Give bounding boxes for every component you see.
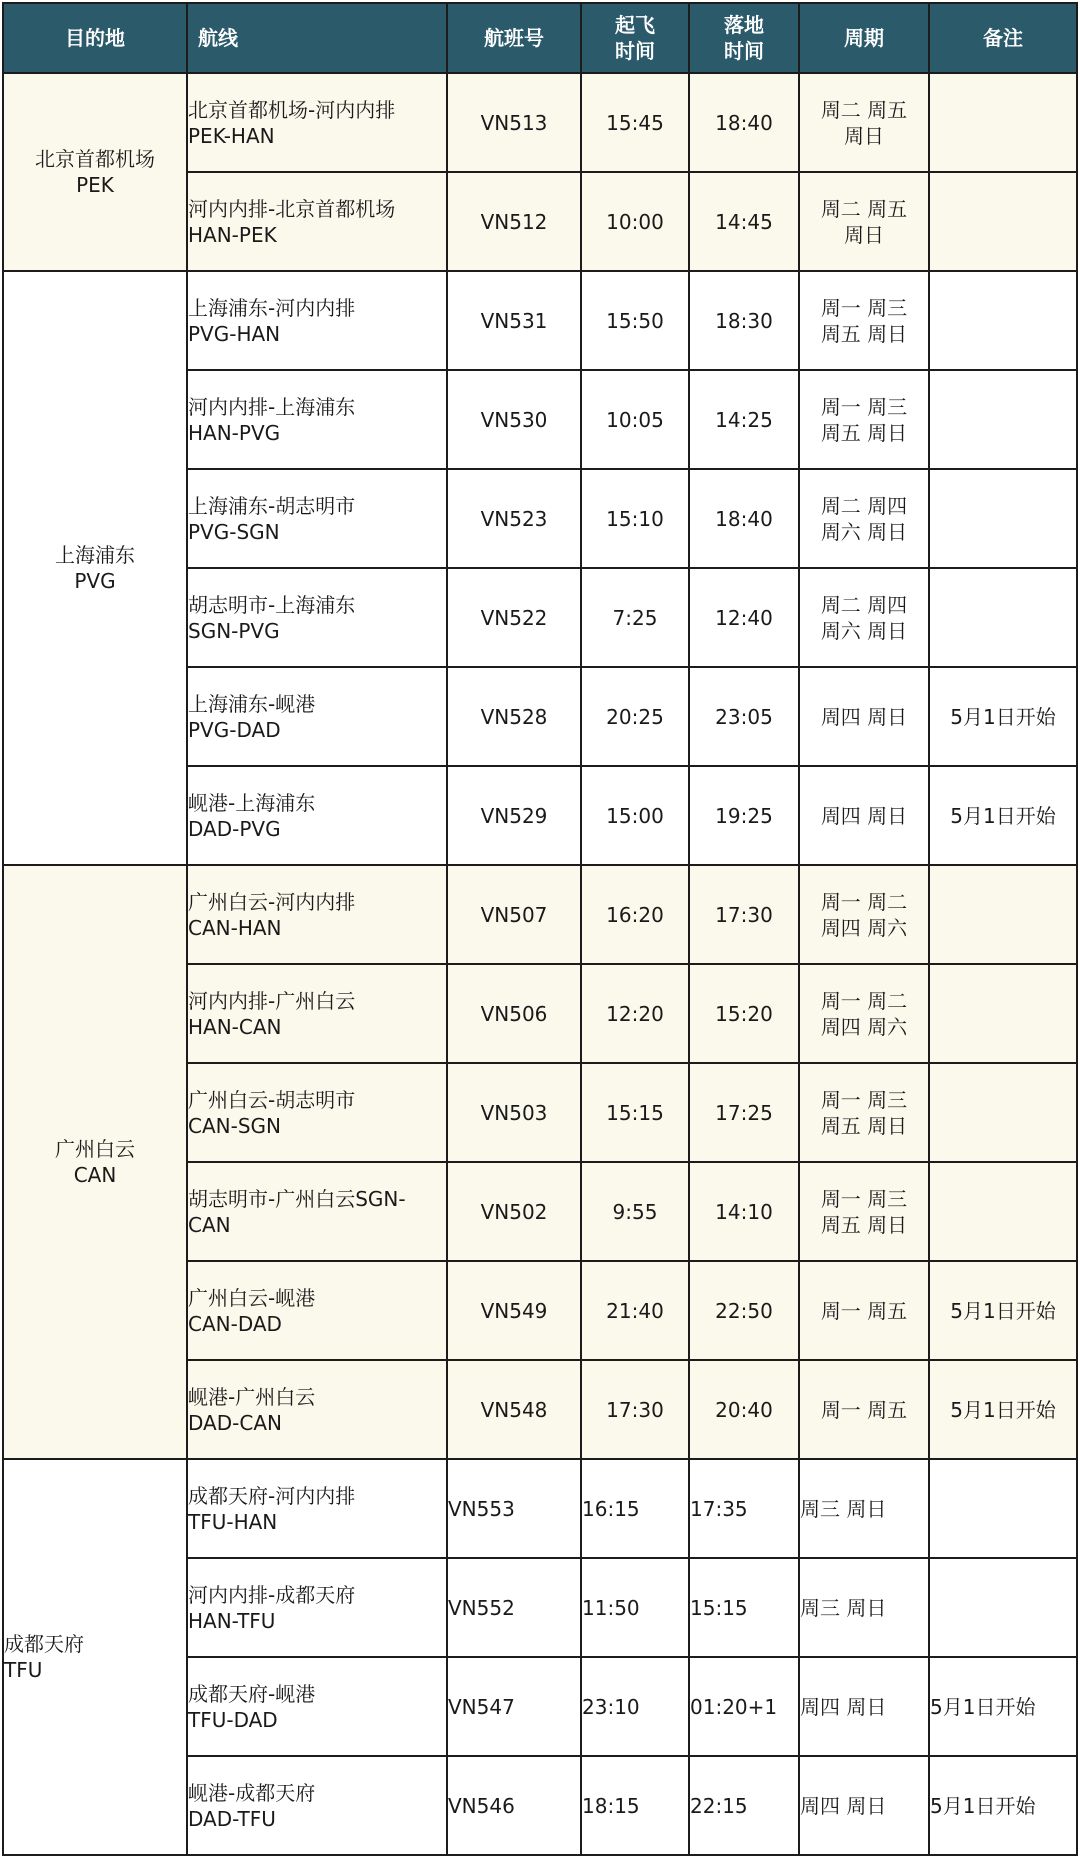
arrival-cell: 15:15 xyxy=(689,1558,799,1657)
header-arrival-line2: 时间 xyxy=(724,39,764,63)
departure-cell: 10:00 xyxy=(581,172,689,271)
header-days: 周期 xyxy=(799,3,929,73)
remark-cell: 5月1日开始 xyxy=(929,1261,1077,1360)
departure-cell: 12:20 xyxy=(581,964,689,1063)
header-route: 航线 xyxy=(187,3,447,73)
route-code: HAN-PVG xyxy=(188,420,281,445)
arrival-cell: 14:25 xyxy=(689,370,799,469)
departure-cell: 20:25 xyxy=(581,667,689,766)
days-line1: 周二 周四 xyxy=(820,592,908,617)
days-cell xyxy=(799,964,929,1063)
days-line2: 周五 周日 xyxy=(820,1212,908,1237)
days-line2: 周六 周日 xyxy=(820,519,908,544)
route-code: CAN-HAN xyxy=(188,915,282,940)
remark-cell xyxy=(929,1162,1077,1261)
arrival-cell: 15:20 xyxy=(689,964,799,1063)
days-line2: 周五 周日 xyxy=(820,1113,908,1138)
flight-no-cell: VN549 xyxy=(447,1261,581,1360)
days-line1: 周一 周三 xyxy=(820,1186,908,1211)
route-code: CAN xyxy=(188,1212,231,1237)
days-line1: 周一 周三 xyxy=(820,394,908,419)
route-cn: 广州白云-岘港 xyxy=(188,1285,316,1310)
days-cell xyxy=(799,865,929,964)
route-cell xyxy=(187,766,447,865)
destination-cell-tfu xyxy=(3,1459,187,1855)
remark-cell: 5月1日开始 xyxy=(929,1360,1077,1459)
departure-cell: 15:50 xyxy=(581,271,689,370)
destination-cell-pvg xyxy=(3,271,187,865)
days-line2: 周四 周六 xyxy=(820,915,908,940)
arrival-cell: 20:40 xyxy=(689,1360,799,1459)
remark-cell: 5月1日开始 xyxy=(929,667,1077,766)
header-departure-line1: 起飞 xyxy=(615,13,655,37)
departure-cell: 21:40 xyxy=(581,1261,689,1360)
remark-cell: 5月1日开始 xyxy=(929,766,1077,865)
departure-cell: 7:25 xyxy=(581,568,689,667)
arrival-cell: 18:40 xyxy=(689,469,799,568)
days-line1: 周二 周五 xyxy=(820,196,908,221)
route-cn: 岘港-成都天府 xyxy=(188,1780,316,1805)
route-cell xyxy=(187,1459,447,1558)
remark-cell xyxy=(929,1063,1077,1162)
route-code: DAD-TFU xyxy=(188,1806,276,1831)
destination-code: CAN xyxy=(73,1163,117,1187)
arrival-cell: 17:30 xyxy=(689,865,799,964)
route-cn: 河内内排-广州白云 xyxy=(188,988,356,1013)
departure-cell: 10:05 xyxy=(581,370,689,469)
destination-cell-can xyxy=(3,865,187,1459)
remark-cell: 5月1日开始 xyxy=(929,1756,1077,1855)
destination-code: TFU xyxy=(4,1658,43,1682)
header-row xyxy=(3,3,1077,73)
flight-no-cell: VN529 xyxy=(447,766,581,865)
departure-cell: 9:55 xyxy=(581,1162,689,1261)
route-cell xyxy=(187,667,447,766)
header-arrival-line1: 落地 xyxy=(724,13,764,37)
route-code: PVG-HAN xyxy=(188,321,281,346)
table-row xyxy=(3,1459,1077,1558)
flight-no-cell: VN547 xyxy=(447,1657,581,1756)
route-code: HAN-PEK xyxy=(188,222,277,247)
days-cell: 周四 周日 xyxy=(799,766,929,865)
days-line2: 周日 xyxy=(844,222,884,247)
remark-cell xyxy=(929,568,1077,667)
days-line2: 周五 周日 xyxy=(820,420,908,445)
route-cn: 成都天府-岘港 xyxy=(188,1681,316,1706)
destination-name: 成都天府 xyxy=(4,1632,84,1656)
route-cn: 北京首都机场-河内内排 xyxy=(188,97,396,122)
days-line2: 周六 周日 xyxy=(820,618,908,643)
route-cell xyxy=(187,271,447,370)
route-cell xyxy=(187,172,447,271)
days-line2: 周五 周日 xyxy=(820,321,908,346)
route-cn: 上海浦东-胡志明市 xyxy=(188,493,356,518)
days-cell xyxy=(799,370,929,469)
route-cell xyxy=(187,1360,447,1459)
arrival-cell: 14:45 xyxy=(689,172,799,271)
flight-no-cell: VN503 xyxy=(447,1063,581,1162)
arrival-cell: 23:05 xyxy=(689,667,799,766)
days-cell: 周三 周日 xyxy=(799,1558,929,1657)
remark-cell xyxy=(929,964,1077,1063)
route-cell xyxy=(187,1063,447,1162)
flight-schedule-table xyxy=(2,2,1078,1856)
route-cn: 河内内排-北京首都机场 xyxy=(188,196,396,221)
days-cell xyxy=(799,172,929,271)
destination-name: 上海浦东 xyxy=(55,543,135,567)
arrival-cell: 14:10 xyxy=(689,1162,799,1261)
route-cn: 河内内排-上海浦东 xyxy=(188,394,356,419)
days-line1: 周一 周二 xyxy=(820,889,908,914)
departure-cell: 15:10 xyxy=(581,469,689,568)
remark-cell xyxy=(929,469,1077,568)
flight-no-cell: VN552 xyxy=(447,1558,581,1657)
flight-no-cell: VN528 xyxy=(447,667,581,766)
route-cell xyxy=(187,1756,447,1855)
flight-no-cell: VN546 xyxy=(447,1756,581,1855)
route-code: PVG-SGN xyxy=(188,519,280,544)
days-cell: 周四 周日 xyxy=(799,667,929,766)
days-line1: 周二 周五 xyxy=(820,97,908,122)
days-cell xyxy=(799,1063,929,1162)
route-code: DAD-CAN xyxy=(188,1410,282,1435)
destination-code: PVG xyxy=(74,569,116,593)
departure-cell: 15:15 xyxy=(581,1063,689,1162)
route-cell xyxy=(187,865,447,964)
departure-cell: 23:10 xyxy=(581,1657,689,1756)
flight-no-cell: VN531 xyxy=(447,271,581,370)
route-code: TFU-DAD xyxy=(188,1707,278,1732)
route-cell xyxy=(187,1162,447,1261)
arrival-cell: 17:35 xyxy=(689,1459,799,1558)
destination-name: 广州白云 xyxy=(55,1137,135,1161)
arrival-cell: 18:30 xyxy=(689,271,799,370)
remark-cell xyxy=(929,1558,1077,1657)
route-code: HAN-CAN xyxy=(188,1014,282,1039)
route-cell xyxy=(187,469,447,568)
route-code: TFU-HAN xyxy=(188,1509,278,1534)
route-cell xyxy=(187,370,447,469)
arrival-cell: 19:25 xyxy=(689,766,799,865)
header-departure xyxy=(581,3,689,73)
remark-cell xyxy=(929,865,1077,964)
header-departure-line2: 时间 xyxy=(615,39,655,63)
route-cn: 上海浦东-河内内排 xyxy=(188,295,356,320)
route-cell xyxy=(187,1558,447,1657)
header-remarks: 备注 xyxy=(929,3,1077,73)
arrival-cell: 22:15 xyxy=(689,1756,799,1855)
route-code: HAN-TFU xyxy=(188,1608,276,1633)
departure-cell: 15:45 xyxy=(581,73,689,172)
route-cn: 广州白云-胡志明市 xyxy=(188,1087,356,1112)
header-arrival xyxy=(689,3,799,73)
route-cn: 岘港-上海浦东 xyxy=(188,790,316,815)
remark-cell xyxy=(929,172,1077,271)
days-cell xyxy=(799,73,929,172)
flight-no-cell: VN506 xyxy=(447,964,581,1063)
route-cn: 上海浦东-岘港 xyxy=(188,691,316,716)
route-code: DAD-PVG xyxy=(188,816,281,841)
arrival-cell: 17:25 xyxy=(689,1063,799,1162)
departure-cell: 11:50 xyxy=(581,1558,689,1657)
route-cn: 胡志明市-上海浦东 xyxy=(188,592,356,617)
days-cell xyxy=(799,1162,929,1261)
departure-cell: 16:15 xyxy=(581,1459,689,1558)
route-cn: 岘港-广州白云 xyxy=(188,1384,316,1409)
route-cell xyxy=(187,568,447,667)
flight-no-cell: VN513 xyxy=(447,73,581,172)
flight-no-cell: VN512 xyxy=(447,172,581,271)
route-code: CAN-DAD xyxy=(188,1311,282,1336)
days-line2: 周日 xyxy=(844,123,884,148)
days-line2: 周四 周六 xyxy=(820,1014,908,1039)
days-cell xyxy=(799,568,929,667)
route-code: CAN-SGN xyxy=(188,1113,281,1138)
arrival-cell: 22:50 xyxy=(689,1261,799,1360)
route-cell xyxy=(187,1261,447,1360)
departure-cell: 15:00 xyxy=(581,766,689,865)
days-line1: 周一 周三 xyxy=(820,1087,908,1112)
days-line1: 周一 周二 xyxy=(820,988,908,1013)
route-cn: 广州白云-河内内排 xyxy=(188,889,356,914)
route-code: PVG-DAD xyxy=(188,717,281,742)
header-destination: 目的地 xyxy=(3,3,187,73)
route-cell xyxy=(187,964,447,1063)
route-cn: 河内内排-成都天府 xyxy=(188,1582,356,1607)
days-line1: 周二 周四 xyxy=(820,493,908,518)
arrival-cell: 12:40 xyxy=(689,568,799,667)
flight-no-cell: VN548 xyxy=(447,1360,581,1459)
remark-cell xyxy=(929,1459,1077,1558)
days-line1: 周一 周三 xyxy=(820,295,908,320)
destination-name: 北京首都机场 xyxy=(35,147,155,171)
flight-no-cell: VN530 xyxy=(447,370,581,469)
days-cell: 周一 周五 xyxy=(799,1261,929,1360)
destination-cell-pek xyxy=(3,73,187,271)
departure-cell: 16:20 xyxy=(581,865,689,964)
days-cell: 周一 周五 xyxy=(799,1360,929,1459)
destination-code: PEK xyxy=(76,173,114,197)
route-code: SGN-PVG xyxy=(188,618,280,643)
flight-no-cell: VN522 xyxy=(447,568,581,667)
days-cell: 周三 周日 xyxy=(799,1459,929,1558)
table-row xyxy=(3,271,1077,370)
route-code: PEK-HAN xyxy=(188,123,275,148)
flight-no-cell: VN523 xyxy=(447,469,581,568)
flight-no-cell: VN502 xyxy=(447,1162,581,1261)
days-cell: 周四 周日 xyxy=(799,1657,929,1756)
table-row xyxy=(3,73,1077,172)
days-cell: 周四 周日 xyxy=(799,1756,929,1855)
remark-cell: 5月1日开始 xyxy=(929,1657,1077,1756)
arrival-cell: 01:20+1 xyxy=(689,1657,799,1756)
remark-cell xyxy=(929,73,1077,172)
departure-cell: 18:15 xyxy=(581,1756,689,1855)
table-row xyxy=(3,865,1077,964)
header-flight-no: 航班号 xyxy=(447,3,581,73)
remark-cell xyxy=(929,271,1077,370)
arrival-cell: 18:40 xyxy=(689,73,799,172)
route-cn: 成都天府-河内内排 xyxy=(188,1483,356,1508)
route-cell xyxy=(187,1657,447,1756)
flight-no-cell: VN553 xyxy=(447,1459,581,1558)
flight-no-cell: VN507 xyxy=(447,865,581,964)
days-cell xyxy=(799,271,929,370)
remark-cell xyxy=(929,370,1077,469)
departure-cell: 17:30 xyxy=(581,1360,689,1459)
route-cell xyxy=(187,73,447,172)
route-cn: 胡志明市-广州白云SGN- xyxy=(188,1186,406,1211)
days-cell xyxy=(799,469,929,568)
